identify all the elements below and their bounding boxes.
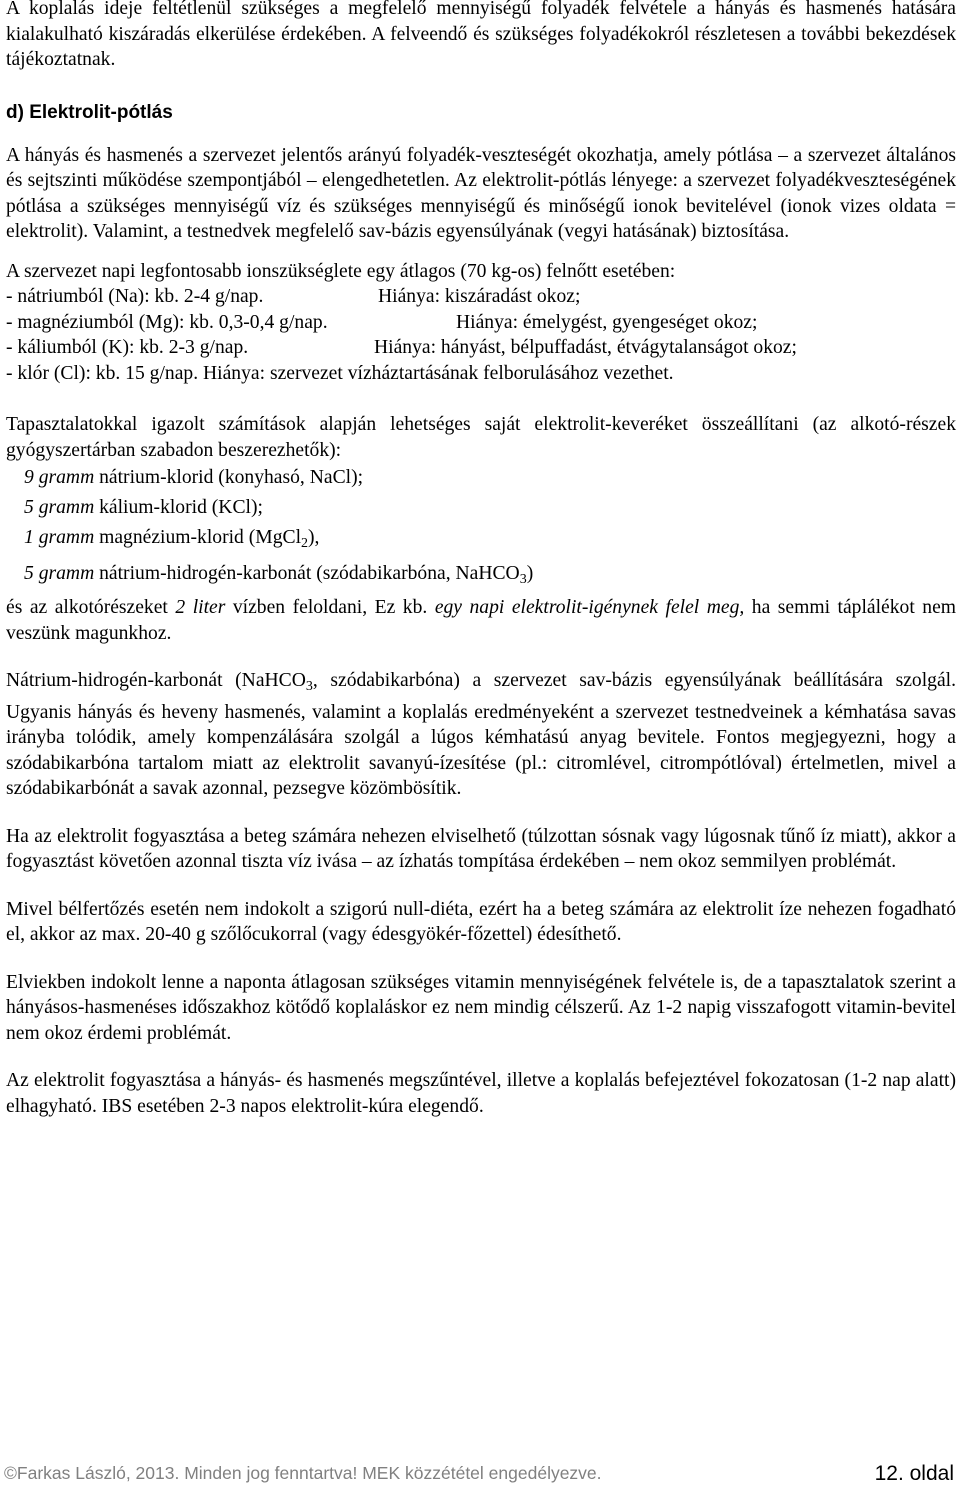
- emphasis: 2 liter: [175, 597, 226, 618]
- recipe-ingredient: magnézium-klorid (MgCl: [99, 527, 302, 548]
- recipe-amount: 9 gramm: [24, 467, 95, 488]
- dissolve-paragraph: [6, 595, 956, 646]
- sweetening-paragraph: Mivel bélfertőzés esetén nem indokolt a szigorú null-diéta, ezért ha a beteg számára az elektrolit íze nehezen fogadható el, akkor az max. 20-40 g szőlőcukorral (vagy édesgyökér-főzettel) édesíthető.: [6, 898, 956, 945]
- emphasis: egy napi elektrolit-igénynek felel meg,: [434, 597, 745, 618]
- ion-deficiency: Hiánya: hányást, bélpuffadást, étvágytalanságot okoz;: [374, 337, 797, 358]
- list-item: [24, 463, 956, 493]
- page-number: 12. oldal: [874, 1462, 954, 1485]
- ion-needs-title: A szervezet napi legfontosabb ionszükséglete egy átlagos (70 kg-os) felnőtt esetében:: [6, 260, 676, 282]
- text-run: ha semmi táplálékot nem veszünk magunkhoz.: [6, 597, 957, 644]
- text-run: és az alkotórészeket: [6, 597, 176, 618]
- ion-amount: - káliumból (K): kb. 2-3 g/nap.: [6, 337, 249, 358]
- intro-paragraph: A koplalás ideje feltétlenül szükséges a megfelelő mennyiségű folyadék felvétele a hányás és hasmenés hatására kialakulható kiszáradás elkerülése érdekében. A felveendő és szükséges folyadékokról részletesen a további bekezdések tájékoztatnak.: [6, 0, 956, 70]
- ion-amount: - magnéziumból (Mg): kb. 0,3-0,4 g/nap.: [6, 311, 328, 333]
- page-footer: [0, 1460, 960, 1488]
- recipe-intro-paragraph: Tapasztalatokkal igazolt számítások alapján lehetséges saját elektrolit-keveréket összeállítani (az alkotó-részek gyógyszertárban szabadon beszerezhetők):: [6, 414, 956, 461]
- list-item: [24, 493, 956, 523]
- recipe-list: [6, 463, 956, 595]
- recipe-amount: 5 gramm: [24, 563, 95, 584]
- ion-deficiency: Hiánya: kiszáradást okoz;: [378, 286, 581, 307]
- recipe-ingredient: kálium-klorid (KCl);: [99, 497, 263, 518]
- list-item: [6, 335, 956, 361]
- section-heading: d) Elektrolit-pótlás: [6, 101, 173, 123]
- ion-amount: - nátriumból (Na): kb. 2-4 g/nap.: [6, 286, 264, 307]
- bicarbonate-paragraph: [6, 668, 956, 802]
- recipe-amount: 5 gramm: [24, 497, 95, 518]
- document-page: [6, 0, 956, 1119]
- vitamin-paragraph: Elviekben indokolt lenne a naponta átlagosan szükséges vitamin mennyiségének felvétele is, de a tapasztalatok szerint a hányásos-hasmenéses időszakhoz kötődő koplaláskor ez nem mindig célszerű. Az 1-2 napig visszafogott vitamin-bevitel nem okoz érdemi problémát.: [6, 971, 956, 1044]
- ion-deficiency: Hiánya: szervezet vízháztartásának felborulásához vezethet.: [203, 362, 674, 384]
- recipe-ingredient: nátrium-hidrogén-karbonát (szódabikarbóna, NaHCO: [99, 563, 520, 584]
- list-item: [6, 284, 956, 310]
- list-item: [24, 523, 956, 559]
- ion-deficiency: Hiánya: émelygést, gyengeséget okoz;: [456, 311, 758, 333]
- subscript: 2: [301, 536, 309, 551]
- recipe-ingredient-tail: ),: [308, 527, 320, 548]
- list-item: [24, 559, 956, 595]
- text-run: , szódabikarbóna) a szervezet sav-bázis egyensúlyának beállítására szolgál. Ugyanis hányás és heveny hasmenés, valamint a koplalás eredményeként a szervezet testnedveinek a kémhatása savas irányba tolódik, amely kompenzálására szolgál a lúgos kémhatású anyag bevitele. Fontos megjegyezni, hogy a szódabikarbóna tartalom miatt az elektrolit savanyú-ízesítése (pl.: citromlével, citrompótlóval) értelmetlen, mivel a szódabikarbónát a savak azonnal, pezsegve közömbösítik.: [6, 670, 956, 799]
- electrolyte-paragraph: A hányás és hasmenés a szervezet jelentős arányú folyadék-veszteségét okozhatja, amely pótlása – a szervezet általános és sejtszinti működése szempontjából – elengedhetetlen. Az elektrolit-pótlás lényege: a szervezet folyadékveszteségének pótlása a szükséges mennyiségű víz és szükséges mennyiségű és minőségű ionok bevitelével (ionok vizes oldata = elektrolit). Valamint, a testnedvek megfelelő sav-bázis egyensúlyának (vegyi hatásának) biztosítása.: [6, 144, 956, 242]
- recipe-amount: 1 gramm: [24, 527, 95, 548]
- subscript: 3: [305, 679, 313, 694]
- text-run: Nátrium-hidrogén-karbonát (NaHCO: [6, 670, 306, 691]
- text-run: vízben feloldani, Ez kb.: [225, 597, 435, 618]
- recipe-ingredient: nátrium-klorid (konyhasó, NaCl);: [99, 467, 364, 488]
- list-item: [6, 310, 956, 336]
- closing-paragraph: Az elektrolit fogyasztása a hányás- és hasmenés megszűntével, illetve a koplalás befejeztével fokozatosan (1-2 nap alatt) elhagyható. IBS esetében 2-3 napos elektrolit-kúra elegendő.: [6, 1070, 956, 1117]
- ion-amount: - klór (Cl): kb. 15 g/nap.: [6, 362, 199, 384]
- subscript: 3: [519, 572, 527, 587]
- taste-paragraph: Ha az elektrolit fogyasztása a beteg számára nehezen elviselhető (túlzottan sósnak vagy lúgosnak tűnő íz miatt), akkor a fogyasztást követően azonnal tiszta víz ivása – az ízhatás tompítása érdekében – nem okoz semmilyen problémát.: [6, 825, 956, 872]
- list-item: [6, 361, 956, 387]
- ion-needs-list: [6, 284, 956, 386]
- recipe-ingredient-tail: ): [526, 563, 534, 584]
- copyright-notice: ©Farkas László, 2013. Minden jog fenntartva! MEK közzététel engedélyezve.: [4, 1463, 602, 1483]
